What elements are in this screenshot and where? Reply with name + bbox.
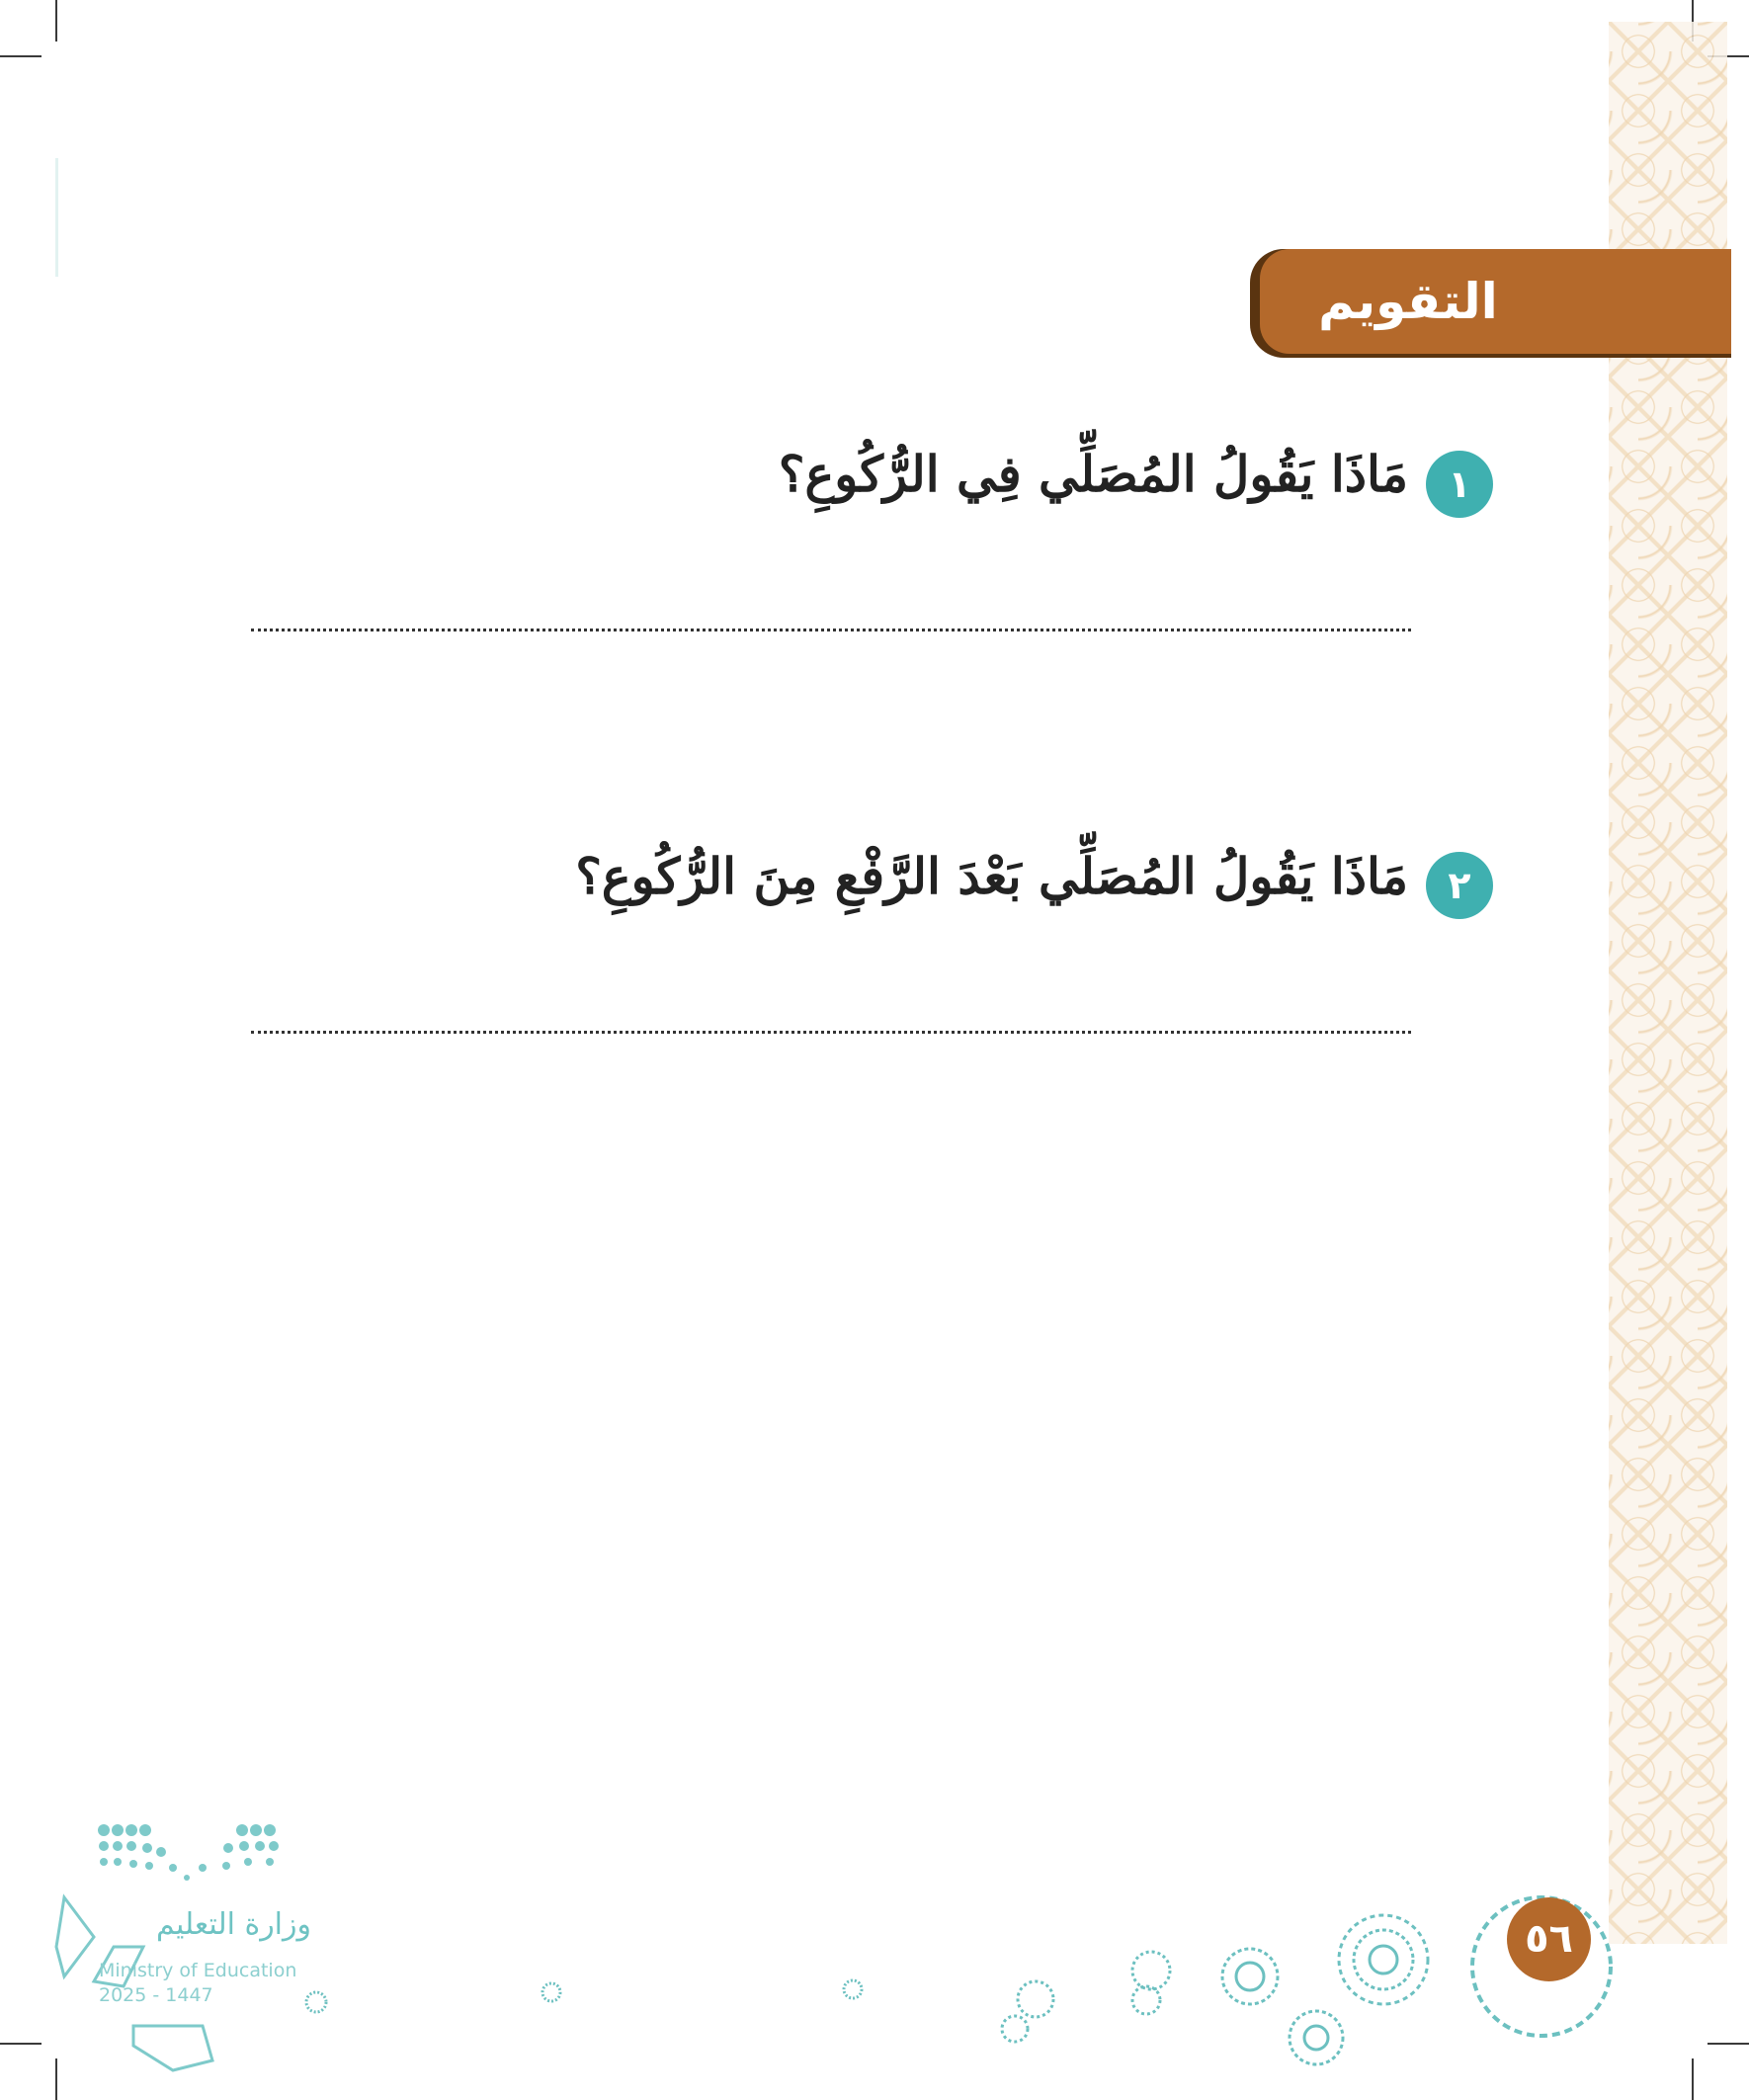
answer-line[interactable] [251,629,1411,631]
page-number: ٥٦ [1507,1897,1591,1981]
ministry-year: 2025 - 1447 [99,1984,213,2006]
margin-line [55,158,58,277]
ministry-name-arabic: وزارة التعليم [155,1907,311,1942]
question-number-badge: ٢ [1426,852,1493,919]
question-text: مَاذَا يَقُولُ المُصَلِّي فِي الرُّكُوعِ؟ [778,445,1408,503]
answer-line[interactable] [251,1031,1411,1034]
crop-mark [0,55,42,57]
crop-mark [55,0,57,42]
ministry-logo-icon [54,1818,321,2075]
crop-mark [1692,2058,1694,2100]
page-number-rosette [1467,1858,1630,2021]
crop-mark [1707,2043,1749,2045]
question-text: مَاذَا يَقُولُ المُصَلِّي بَعْدَ الرَّفْعِ مِنَ الرُّكُوعِ؟ [575,847,1408,905]
crop-mark [0,2043,42,2045]
question-number-badge: ١ [1426,451,1493,518]
section-title: التقويم [1318,273,1498,330]
ministry-name-english: Ministry of Education [99,1960,297,1981]
decorative-rosettes [296,1779,1640,2075]
